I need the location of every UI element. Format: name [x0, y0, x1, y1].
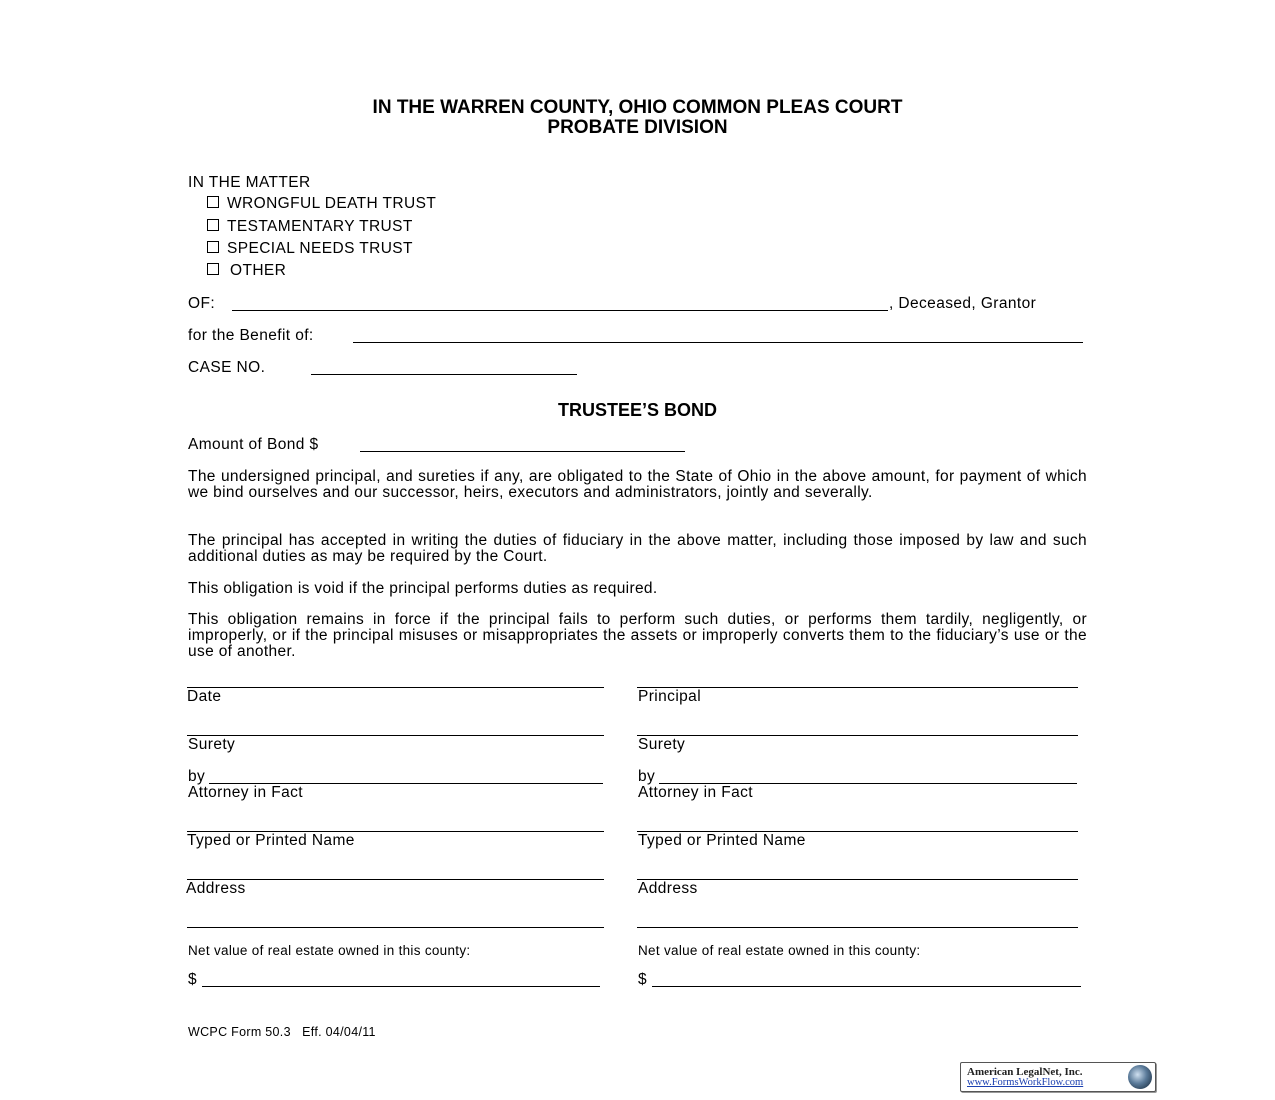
date-label: Date [187, 688, 222, 705]
address-right-label: Address [638, 880, 698, 897]
paragraph-void: This obligation is void if the principal performs duties as required. [188, 580, 658, 597]
date-field[interactable] [187, 687, 604, 688]
paragraph-obligation: The undersigned principal, and sureties if any, are obligated to the State of Ohio in the above amount, for payment of which we bind ourselves and our successor, heirs, executors and administrators, jointly and severally. [188, 468, 1087, 501]
option-wrongful-death-trust[interactable] [207, 195, 436, 213]
option-special-needs-trust[interactable] [207, 240, 413, 258]
case-number-field[interactable] [311, 374, 577, 375]
grantor-suffix: , Deceased, Grantor [889, 295, 1037, 312]
court-title: IN THE WARREN COUNTY, OHIO COMMON PLEAS COURT [372, 97, 903, 118]
attorney-left-label: Attorney in Fact [188, 784, 303, 801]
typed-name-right-label: Typed or Printed Name [638, 832, 806, 849]
option-label: TESTAMENTARY TRUST [227, 218, 413, 235]
checkbox-icon[interactable] [207, 219, 219, 231]
grantor-name-field[interactable] [232, 310, 888, 311]
benefit-label: for the Benefit of: [188, 327, 314, 344]
form-number: WCPC Form 50.3 [188, 1025, 291, 1039]
effective-date: Eff. 04/04/11 [302, 1025, 376, 1039]
beneficiary-field[interactable] [353, 342, 1083, 343]
option-label: WRONGFUL DEATH TRUST [227, 195, 437, 212]
bond-title: TRUSTEE’S BOND [557, 400, 717, 420]
surety-right-label: Surety [638, 736, 686, 753]
net-value-left-label: Net value of real estate owned in this county: [188, 943, 471, 958]
typed-name-left-label: Typed or Printed Name [187, 832, 355, 849]
option-label: SPECIAL NEEDS TRUST [227, 240, 413, 257]
surety-left-label: Surety [188, 736, 236, 753]
dollar-right: $ [638, 971, 648, 988]
form-id [188, 1025, 376, 1039]
checkbox-icon[interactable] [207, 263, 219, 275]
globe-icon [1128, 1065, 1152, 1089]
principal-label: Principal [638, 688, 702, 705]
option-other[interactable] [207, 262, 286, 280]
case-label: CASE NO. [188, 359, 266, 376]
paragraph-in-force: This obligation remains in force if the principal fails to perform such duties, or performs them tardily, negligently, or improperly, or if the principal misuses or misappropriates the assets or improperly converts them to the fiduciary’s use or the use of another. [188, 611, 1087, 660]
bond-amount-field[interactable] [360, 451, 685, 452]
of-label: OF: [188, 295, 216, 312]
surety-left-field[interactable] [187, 735, 604, 736]
by-right-label: by [638, 768, 656, 785]
paragraph-duties: The principal has accepted in writing the duties of fiduciary in the above matter, including those imposed by law and such additional duties as may be required by the Court. [188, 532, 1087, 565]
division-title: PROBATE DIVISION [547, 117, 728, 138]
dollar-left: $ [188, 971, 198, 988]
amount-label: Amount of Bond $ [188, 436, 319, 453]
address-left-line2[interactable] [187, 927, 604, 928]
option-testamentary-trust[interactable] [207, 218, 413, 236]
checkbox-icon[interactable] [207, 196, 219, 208]
net-value-left-field[interactable] [202, 986, 600, 987]
logo-url-link[interactable]: www.FormsWorkFlow.com [967, 1077, 1084, 1088]
net-value-right-label: Net value of real estate owned in this county: [638, 943, 921, 958]
attorney-right-label: Attorney in Fact [638, 784, 753, 801]
option-label: OTHER [230, 262, 287, 279]
american-legalnet-logo[interactable] [960, 1062, 1156, 1092]
surety-right-field[interactable] [637, 735, 1078, 736]
net-value-right-field[interactable] [652, 986, 1081, 987]
matter-label: IN THE MATTER [188, 174, 311, 191]
logo-company-name: American LegalNet, Inc. [967, 1066, 1083, 1078]
by-left-label: by [188, 768, 206, 785]
address-right-line2[interactable] [637, 927, 1078, 928]
address-left-label: Address [186, 880, 246, 897]
checkbox-icon[interactable] [207, 241, 219, 253]
principal-field[interactable] [637, 687, 1078, 688]
address-left-field[interactable] [187, 879, 604, 880]
address-right-field[interactable] [637, 879, 1078, 880]
